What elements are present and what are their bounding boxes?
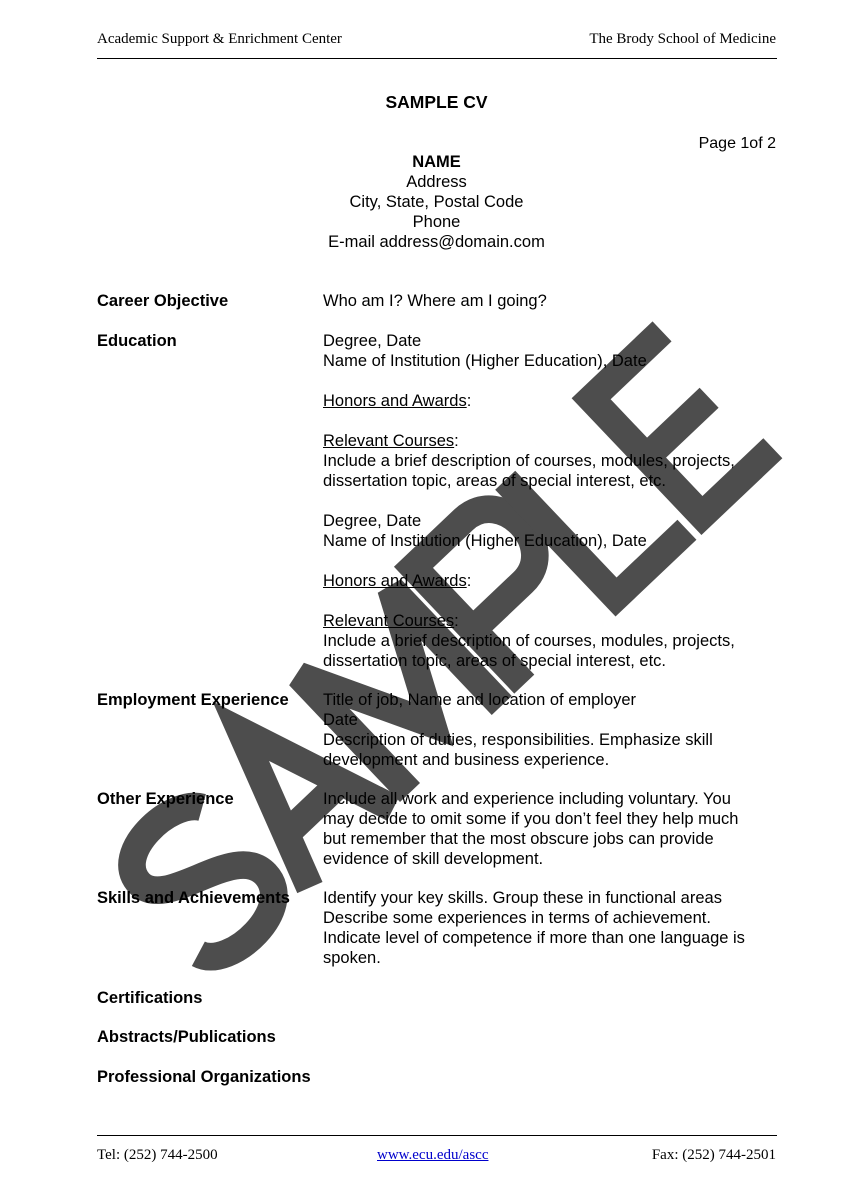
employment-line: Title of job, Name and location of employer bbox=[323, 691, 637, 709]
contact-city: City, State, Postal Code bbox=[349, 193, 524, 211]
employment-content bbox=[323, 690, 783, 770]
contact-block bbox=[0, 152, 865, 252]
honors-1: Honors and Awards bbox=[323, 392, 467, 410]
skills-line: spoken. bbox=[323, 949, 381, 967]
skills-label: Skills and Achievements bbox=[97, 889, 290, 907]
education-content: Degree, Date Name of Institution (Higher Education), Date Honors and Awards: Relevant Courses: Include a brief description of courses, modules, projects, dissertation topic, areas of special interest, etc. Degree, Date Name of Institution (Higher Education), Date Honors and Awards: Relevant Courses: Include a brief description of courses, modules, projects, dissertation topic, areas of special interest, etc. bbox=[323, 331, 783, 671]
header-right: The Brody School of Medicine bbox=[589, 31, 776, 47]
other-line: Include all work and experience including voluntary. You bbox=[323, 790, 731, 808]
skills-line: Indicate level of competence if more than one language is bbox=[323, 929, 745, 947]
employment-label: Employment Experience bbox=[97, 691, 289, 709]
employment-line: development and business experience. bbox=[323, 751, 610, 769]
footer-fax: Fax: (252) 744-2501 bbox=[651, 1147, 776, 1163]
footer-tel: Tel: (252) 744-2500 bbox=[97, 1147, 218, 1163]
courses-1: Relevant Courses bbox=[323, 432, 455, 450]
courses-2: Relevant Courses bbox=[323, 612, 455, 630]
skills-line: Describe some experiences in terms of achievement. bbox=[323, 909, 711, 927]
footer-rule bbox=[97, 1135, 777, 1136]
header-rule bbox=[97, 58, 777, 59]
employment-line: Date bbox=[323, 711, 358, 729]
other-line: may decide to omit some if you don’t feel they help much bbox=[323, 810, 739, 828]
other-line: but remember that the most obscure jobs can provide bbox=[323, 830, 714, 848]
publications-label: Abstracts/Publications bbox=[97, 1028, 276, 1046]
courses-desc-1a: Include a brief description of courses, modules, projects, bbox=[323, 452, 735, 470]
watermark-letter-s bbox=[113, 793, 290, 972]
contact-name: NAME bbox=[412, 153, 461, 171]
career-label: Career Objective bbox=[97, 292, 229, 310]
degree-1: Degree, Date bbox=[323, 332, 422, 350]
page-indicator: Page 1of 2 bbox=[698, 135, 776, 152]
honors-2: Honors and Awards bbox=[323, 572, 467, 590]
skills-content bbox=[323, 888, 783, 968]
courses-desc-2b: dissertation topic, areas of special interest, etc. bbox=[323, 652, 667, 670]
employment-line: Description of duties, responsibilities. Emphasize skill bbox=[323, 731, 713, 749]
skills-line: Identify your key skills. Group these in functional areas bbox=[323, 889, 722, 907]
institution-1: Name of Institution (Higher Education), Date bbox=[323, 352, 647, 370]
other-line: evidence of skill development. bbox=[323, 850, 544, 868]
career-text: Who am I? Where am I going? bbox=[323, 292, 547, 310]
institution-2: Name of Institution (Higher Education), Date bbox=[323, 532, 647, 550]
contact-email: E-mail address@domain.com bbox=[328, 233, 545, 251]
contact-phone: Phone bbox=[412, 213, 461, 231]
other-content bbox=[323, 789, 783, 869]
other-label: Other Experience bbox=[97, 790, 234, 808]
contact-address: Address bbox=[406, 173, 467, 191]
education-label: Education bbox=[97, 332, 177, 350]
courses-desc-2a: Include a brief description of courses, modules, projects, bbox=[323, 632, 735, 650]
courses-desc-1b: dissertation topic, areas of special interest, etc. bbox=[323, 472, 667, 490]
header-left: Academic Support & Enrichment Center bbox=[97, 31, 342, 47]
footer-link[interactable]: www.ecu.edu/ascc bbox=[377, 1147, 489, 1163]
certifications-label: Certifications bbox=[97, 989, 203, 1007]
organizations-label: Professional Organizations bbox=[97, 1068, 311, 1086]
page-title: SAMPLE CV bbox=[385, 92, 488, 112]
degree-2: Degree, Date bbox=[323, 512, 422, 530]
